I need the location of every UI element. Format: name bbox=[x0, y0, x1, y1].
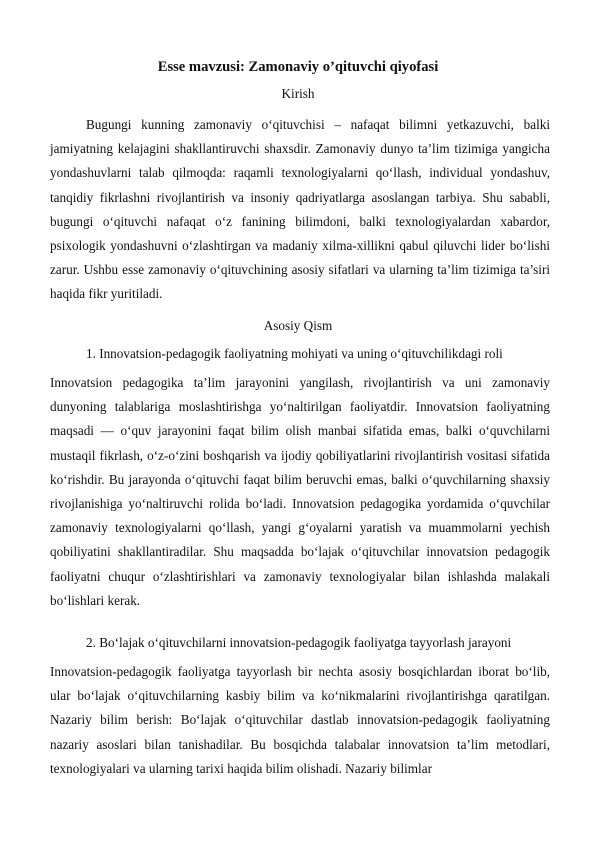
essay-title: Esse mavzusi: Zamonaviy o’qituvchi qiyofasi bbox=[157, 59, 439, 75]
section1-title: 1. Innovatsion-pedagogik faoliyatning mohiyati va uning o‘qituvchilikdagi roli bbox=[86, 346, 503, 361]
intro-heading: Kirish bbox=[281, 86, 315, 101]
main-heading: Asosiy Qism bbox=[263, 318, 333, 333]
section2-paragraph: Innovatsion-pedagogik faoliyatga tayyorlash bir nechta asosiy bosqichlardan iborat bo‘lib, ular bo‘lajak o‘qituvchilarning kasbiy bilim va ko‘nikmalarini rivojlantirishga qaratilgan. Nazariy bilim berish: Bo‘lajak o‘qituvchilar dastlab innovatsion-pedagogik faoliyatning nazariy asoslari bilan tanishadilar. Bu bosqichda talabalar innovatsion ta’lim metodlari, texnologiyalari va ularning tarixi haqida bilim olishadi. Nazariy bilimlar bbox=[50, 664, 550, 776]
intro-paragraph: Bugungi kunning zamonaviy o‘qituvchisi – nafaqat bilimni yetkazuvchi, balki jamiyatning kelajagini shakllantiruvchi shaxsdir. Zamonaviy dunyo ta’lim tizimiga yangicha yondashuvlarni talab qilmoqda: raqamli texnologiyalarni qo‘llash, individual yondashuv, tanqidiy fikrlashni rivojlantirish va insoniy qadriyatlarga asoslangan tarbiya. Shu sababli, bugungi o‘qituvchi nafaqat o‘z fanining bilimdoni, balki texnologiyalardan xabardor, psixologik yondashuvni o‘zlashtirgan va madaniy xilma-xillikni qabul qiluvchi lider bo‘lishi zarur. Ushbu esse zamonaviy o‘qituvchining asosiy sifatlari va ularning ta’lim tizimiga ta’siri haqida fikr yuritiladi. bbox=[50, 117, 550, 302]
section2-title: 2. Bo‘lajak o‘qituvchilarni innovatsion-pedagogik faoliyatga tayyorlash jarayoni bbox=[86, 635, 512, 650]
section1-paragraph: Innovatsion pedagogika ta’lim jarayonini yangilash, rivojlantirish va uni zamonaviy dunyoning talablariga moslashtirishga yo‘naltirilgan faoliyatdir. Innovatsion faoliyatning maqsadi — o‘quv jarayonini faqat bilim olish manbai sifatida emas, balki o‘quvchilarni mustaqil fikrlash, o‘z-o‘zini boshqarish va ijodiy qobiliyatlarini rivojlantirish vositasi sifatida ko‘rishdir. Bu jarayonda o‘qituvchi faqat bilim beruvchi emas, balki o‘quvchilarning shaxsiy rivojlanishiga yo‘naltiruvchi rolida bo‘ladi. Innovatsion pedagogika yordamida o‘quvchilar zamonaviy texnologiyalarni qo‘llash, yangi g‘oyalarni yaratish va muammolarni yechish qobiliyatini shakllantiradilar. Shu maqsadda bo‘lajak o‘qituvchilar innovatsion pedagogik faoliyatni chuqur o‘zlashtirishlari va zamonaviy texnologiyalar bilan ishlashda malakali bo‘lishlari kerak. bbox=[50, 375, 550, 608]
